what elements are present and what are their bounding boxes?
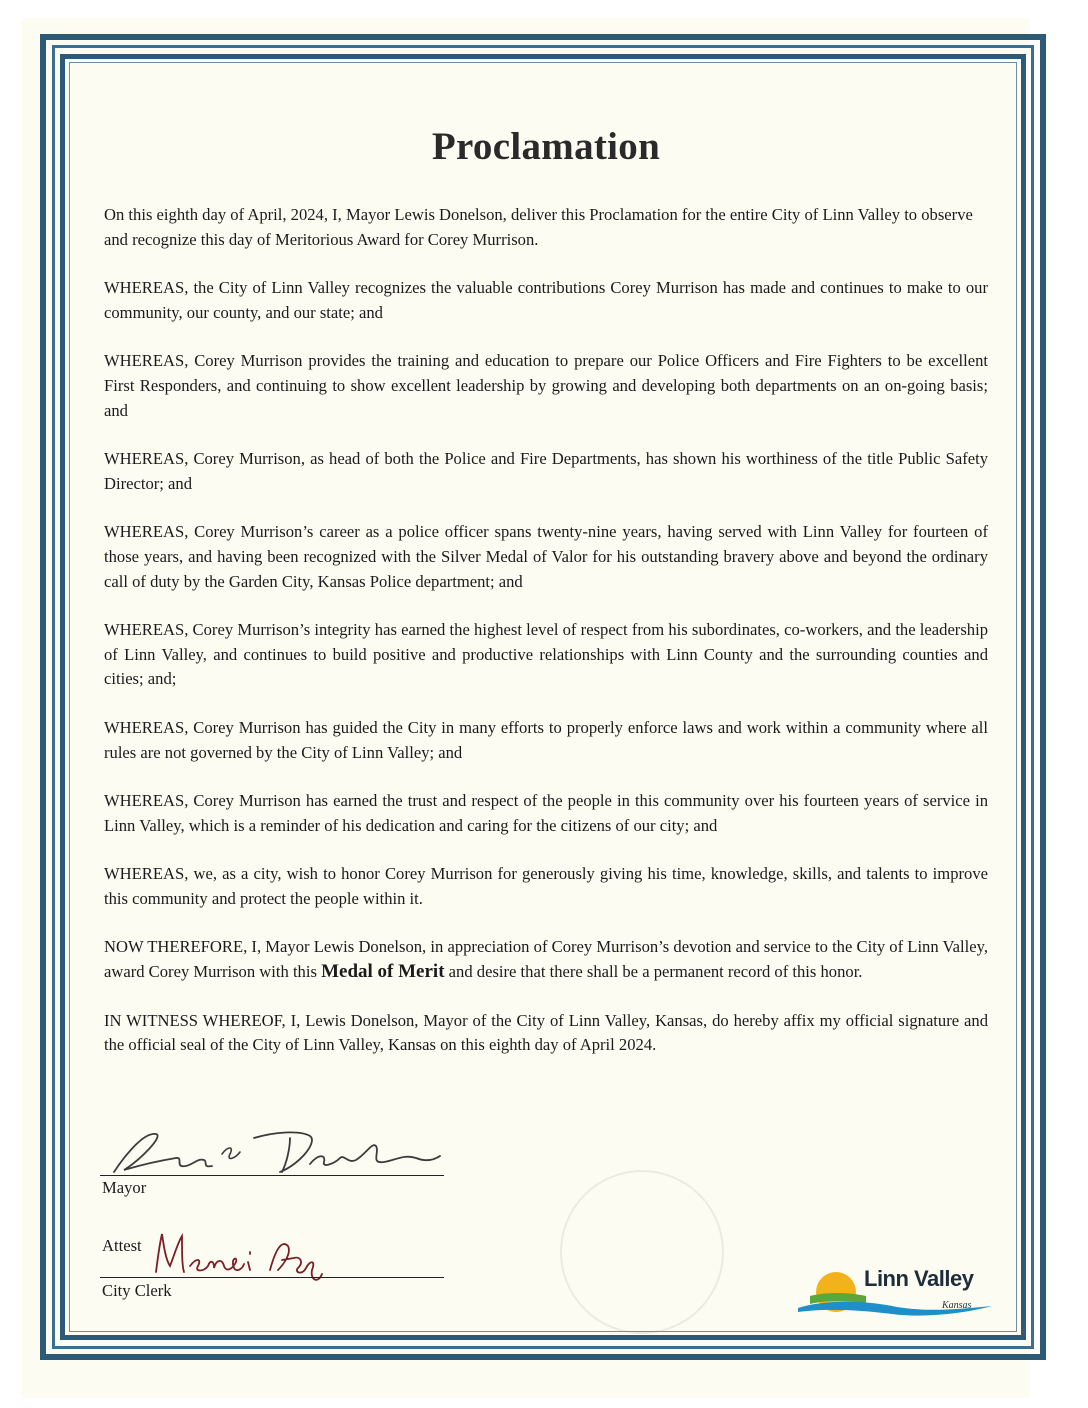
proclamation-body bbox=[104, 124, 988, 1082]
whereas-paragraph: WHEREAS, we, as a city, wish to honor Corey Murrison for generously giving his time, knowledge, skills, and talents to improve this community and protect the people within it. bbox=[104, 864, 988, 908]
whereas-paragraph: WHEREAS, Corey Murrison’s integrity has earned the highest level of respect from his subordinates, co-workers, and the leadership of Linn Valley, and continues to build positive and productive relationships with Linn County and the surrounding counties and cities; and; bbox=[104, 620, 988, 689]
medal-of-merit: Medal of Merit bbox=[321, 961, 445, 983]
mayor-label: Mayor bbox=[102, 1178, 147, 1197]
clerk-signature-line bbox=[100, 1277, 444, 1278]
linn-valley-logo bbox=[792, 1262, 1002, 1322]
attest-label: Attest bbox=[102, 1236, 142, 1255]
whereas-paragraph: WHEREAS, Corey Murrison provides the training and education to prepare our Police Officers and Fire Fighters to be excellent First Responders, and continuing to show excellent leadership by growing and developing both departments on an on-going basis; and bbox=[104, 351, 988, 420]
city-clerk-label: City Clerk bbox=[102, 1281, 172, 1300]
whereas-paragraph: WHEREAS, the City of Linn Valley recognizes the valuable contributions Corey Murrison has made and continues to make to our community, our county, and our state; and bbox=[104, 278, 988, 322]
mayor-signature-scribble bbox=[104, 1124, 444, 1178]
mayor-signature-line bbox=[100, 1175, 444, 1176]
embossed-seal bbox=[560, 1170, 724, 1334]
whereas-paragraph: WHEREAS, Corey Murrison has guided the City in many efforts to properly enforce laws and work within a community where all rules are not governed by the City of Linn Valley; and bbox=[104, 717, 988, 762]
logo-name: Linn Valley bbox=[864, 1266, 974, 1291]
witness-paragraph: IN WITNESS WHEREOF, I, Lewis Donelson, Mayor of the City of Linn Valley, Kansas, do hereby affix my official signature and the official seal of the City of Linn Valley, Kansas on this eighth day of April 2024. bbox=[104, 1010, 988, 1055]
document-title: Proclamation bbox=[431, 125, 661, 168]
now-therefore-text: NOW THEREFORE, I, Mayor Lewis Donelson, in appreciation of Corey Murrison’s devotion and service to the City of Linn Valley, award Corey Murrison with this bbox=[104, 937, 988, 982]
clerk-signature-scribble bbox=[150, 1226, 350, 1294]
now-therefore-paragraph bbox=[104, 935, 988, 984]
now-therefore-text-end: and desire that there shall be a permanent record of this honor. bbox=[444, 962, 863, 982]
opening-paragraph: On this eighth day of April, 2024, I, Mayor Lewis Donelson, deliver this Proclamation for the entire City of Linn Valley to observe and recognize this day of Meritorious Award for Corey Murrison. bbox=[104, 205, 973, 249]
logo-state: Kansas bbox=[942, 1300, 972, 1311]
whereas-paragraph: WHEREAS, Corey Murrison’s career as a police officer spans twenty-nine years, having served with Linn Valley for fourteen of those years, and having been recognized with the Silver Medal of Valor for his outstanding bravery above and beyond the ordinary call of duty by the Garden City, Kansas Police department; and bbox=[104, 522, 988, 591]
whereas-paragraph: WHEREAS, Corey Murrison has earned the trust and respect of the people in this community over his fourteen years of service in Linn Valley, which is a reminder of his dedication and caring for the citizens of our city; and bbox=[104, 791, 988, 835]
whereas-paragraph: WHEREAS, Corey Murrison, as head of both the Police and Fire Departments, has shown his worthiness of the title Public Safety Director; and bbox=[104, 449, 988, 493]
